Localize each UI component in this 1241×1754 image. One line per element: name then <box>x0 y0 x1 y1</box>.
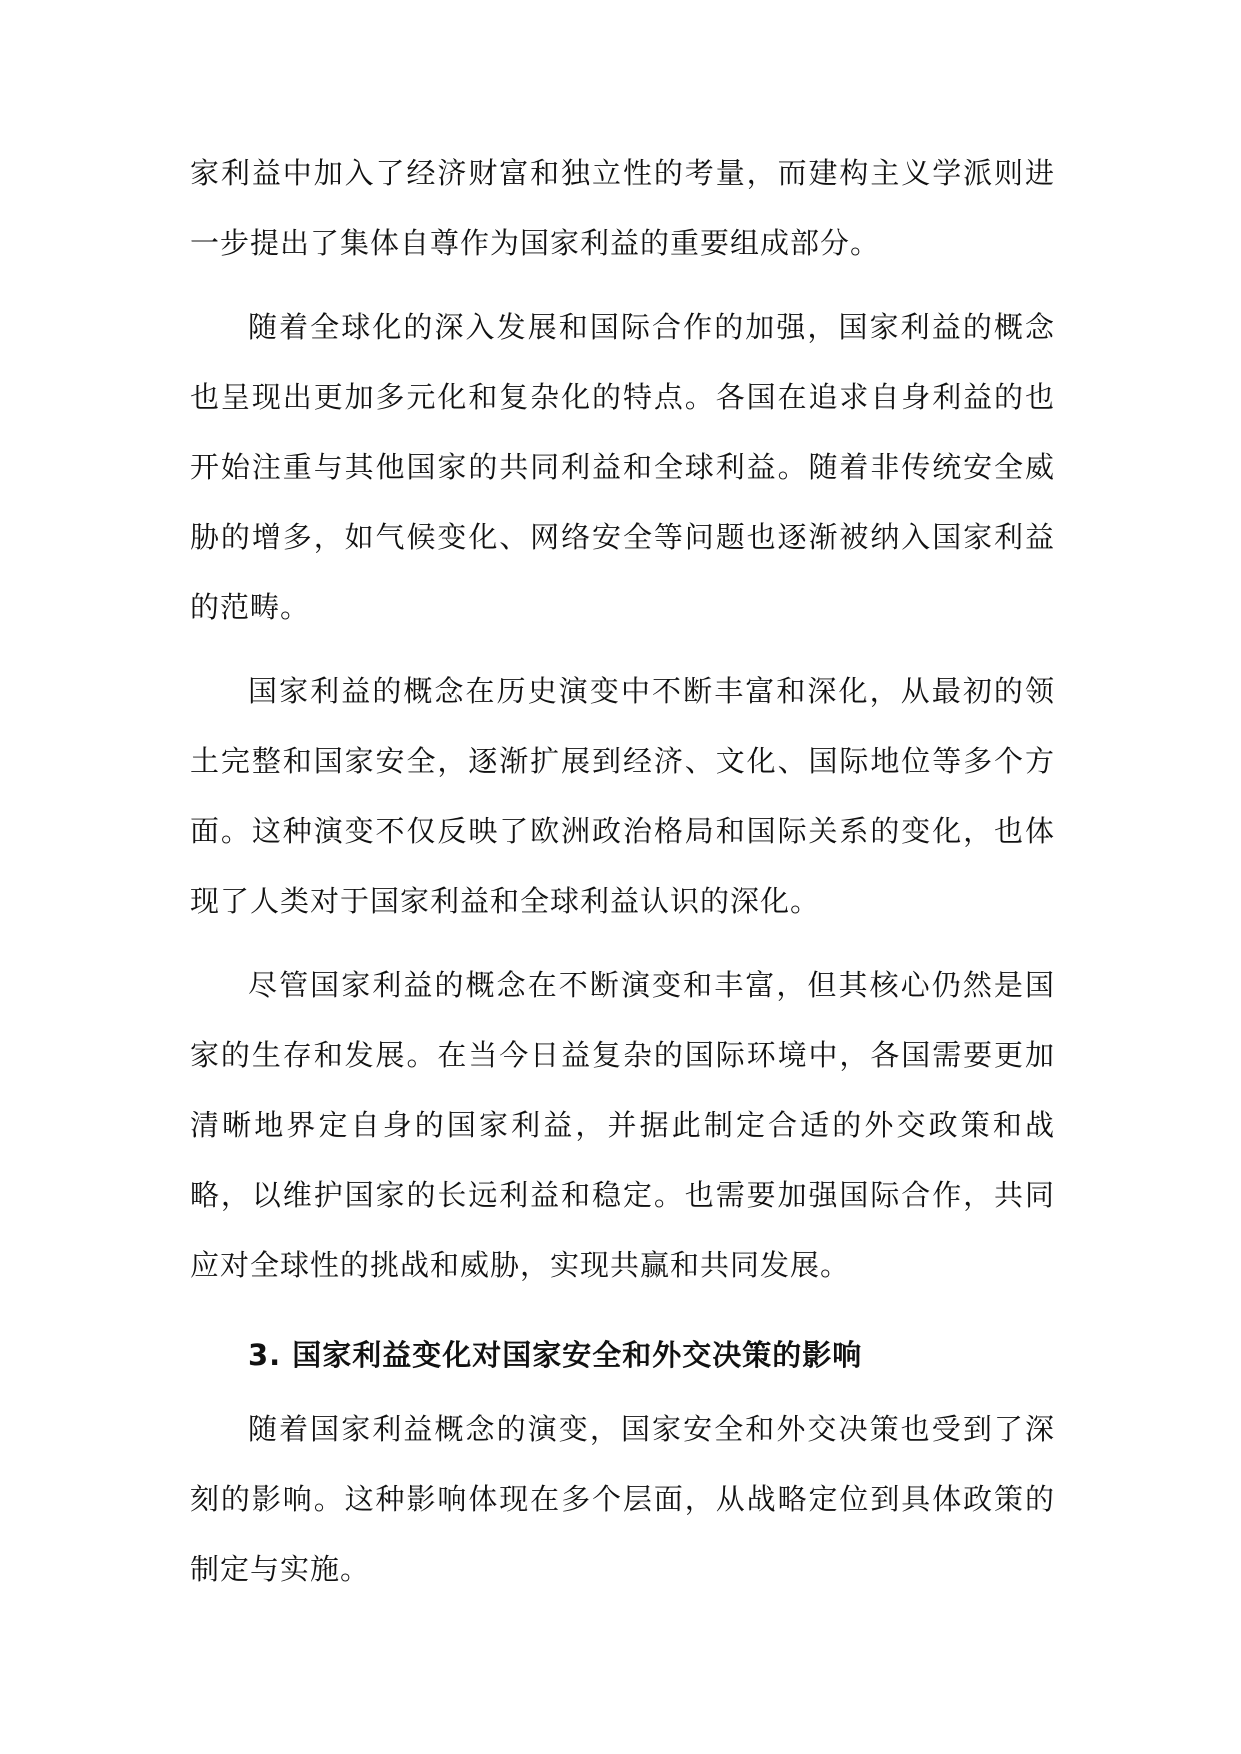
section-heading: 3. 国家利益变化对国家安全和外交决策的影响 <box>248 1338 863 1372</box>
paragraph-evolution: 国家利益的概念在历史演变中不断丰富和深化，从最初的领土完整和国家安全，逐渐扩展到经济、文化、国际地位等多个方面。这种演变不仅反映了欧洲政治格局和国际关系的变化，也体现了人类对于国家利益和全球利益认识的深化。 <box>190 674 1055 918</box>
section-paragraph: 随着国家利益概念的演变，国家安全和外交决策也受到了深刻的影响。这种影响体现在多个层面，从战略定位到具体政策的制定与实施。 <box>190 1412 1055 1586</box>
document-body <box>190 138 1055 1618</box>
paragraph-globalization: 随着全球化的深入发展和国际合作的加强，国家利益的概念也呈现出更加多元化和复杂化的特点。各国在追求自身利益的也开始注重与其他国家的共同利益和全球利益。随着非传统安全威胁的增多，如气候变化、网络安全等问题也逐渐被纳入国家利益的范畴。 <box>190 310 1055 624</box>
paragraph-continued: 家利益中加入了经济财富和独立性的考量，而建构主义学派则进一步提出了集体自尊作为国家利益的重要组成部分。 <box>190 156 1055 260</box>
paragraph-core: 尽管国家利益的概念在不断演变和丰富，但其核心仍然是国家的生存和发展。在当今日益复杂的国际环境中，各国需要更加清晰地界定自身的国家利益，并据此制定合适的外交政策和战略，以维护国家的长远利益和稳定。也需要加强国际合作，共同应对全球性的挑战和威胁，实现共赢和共同发展。 <box>190 968 1055 1282</box>
